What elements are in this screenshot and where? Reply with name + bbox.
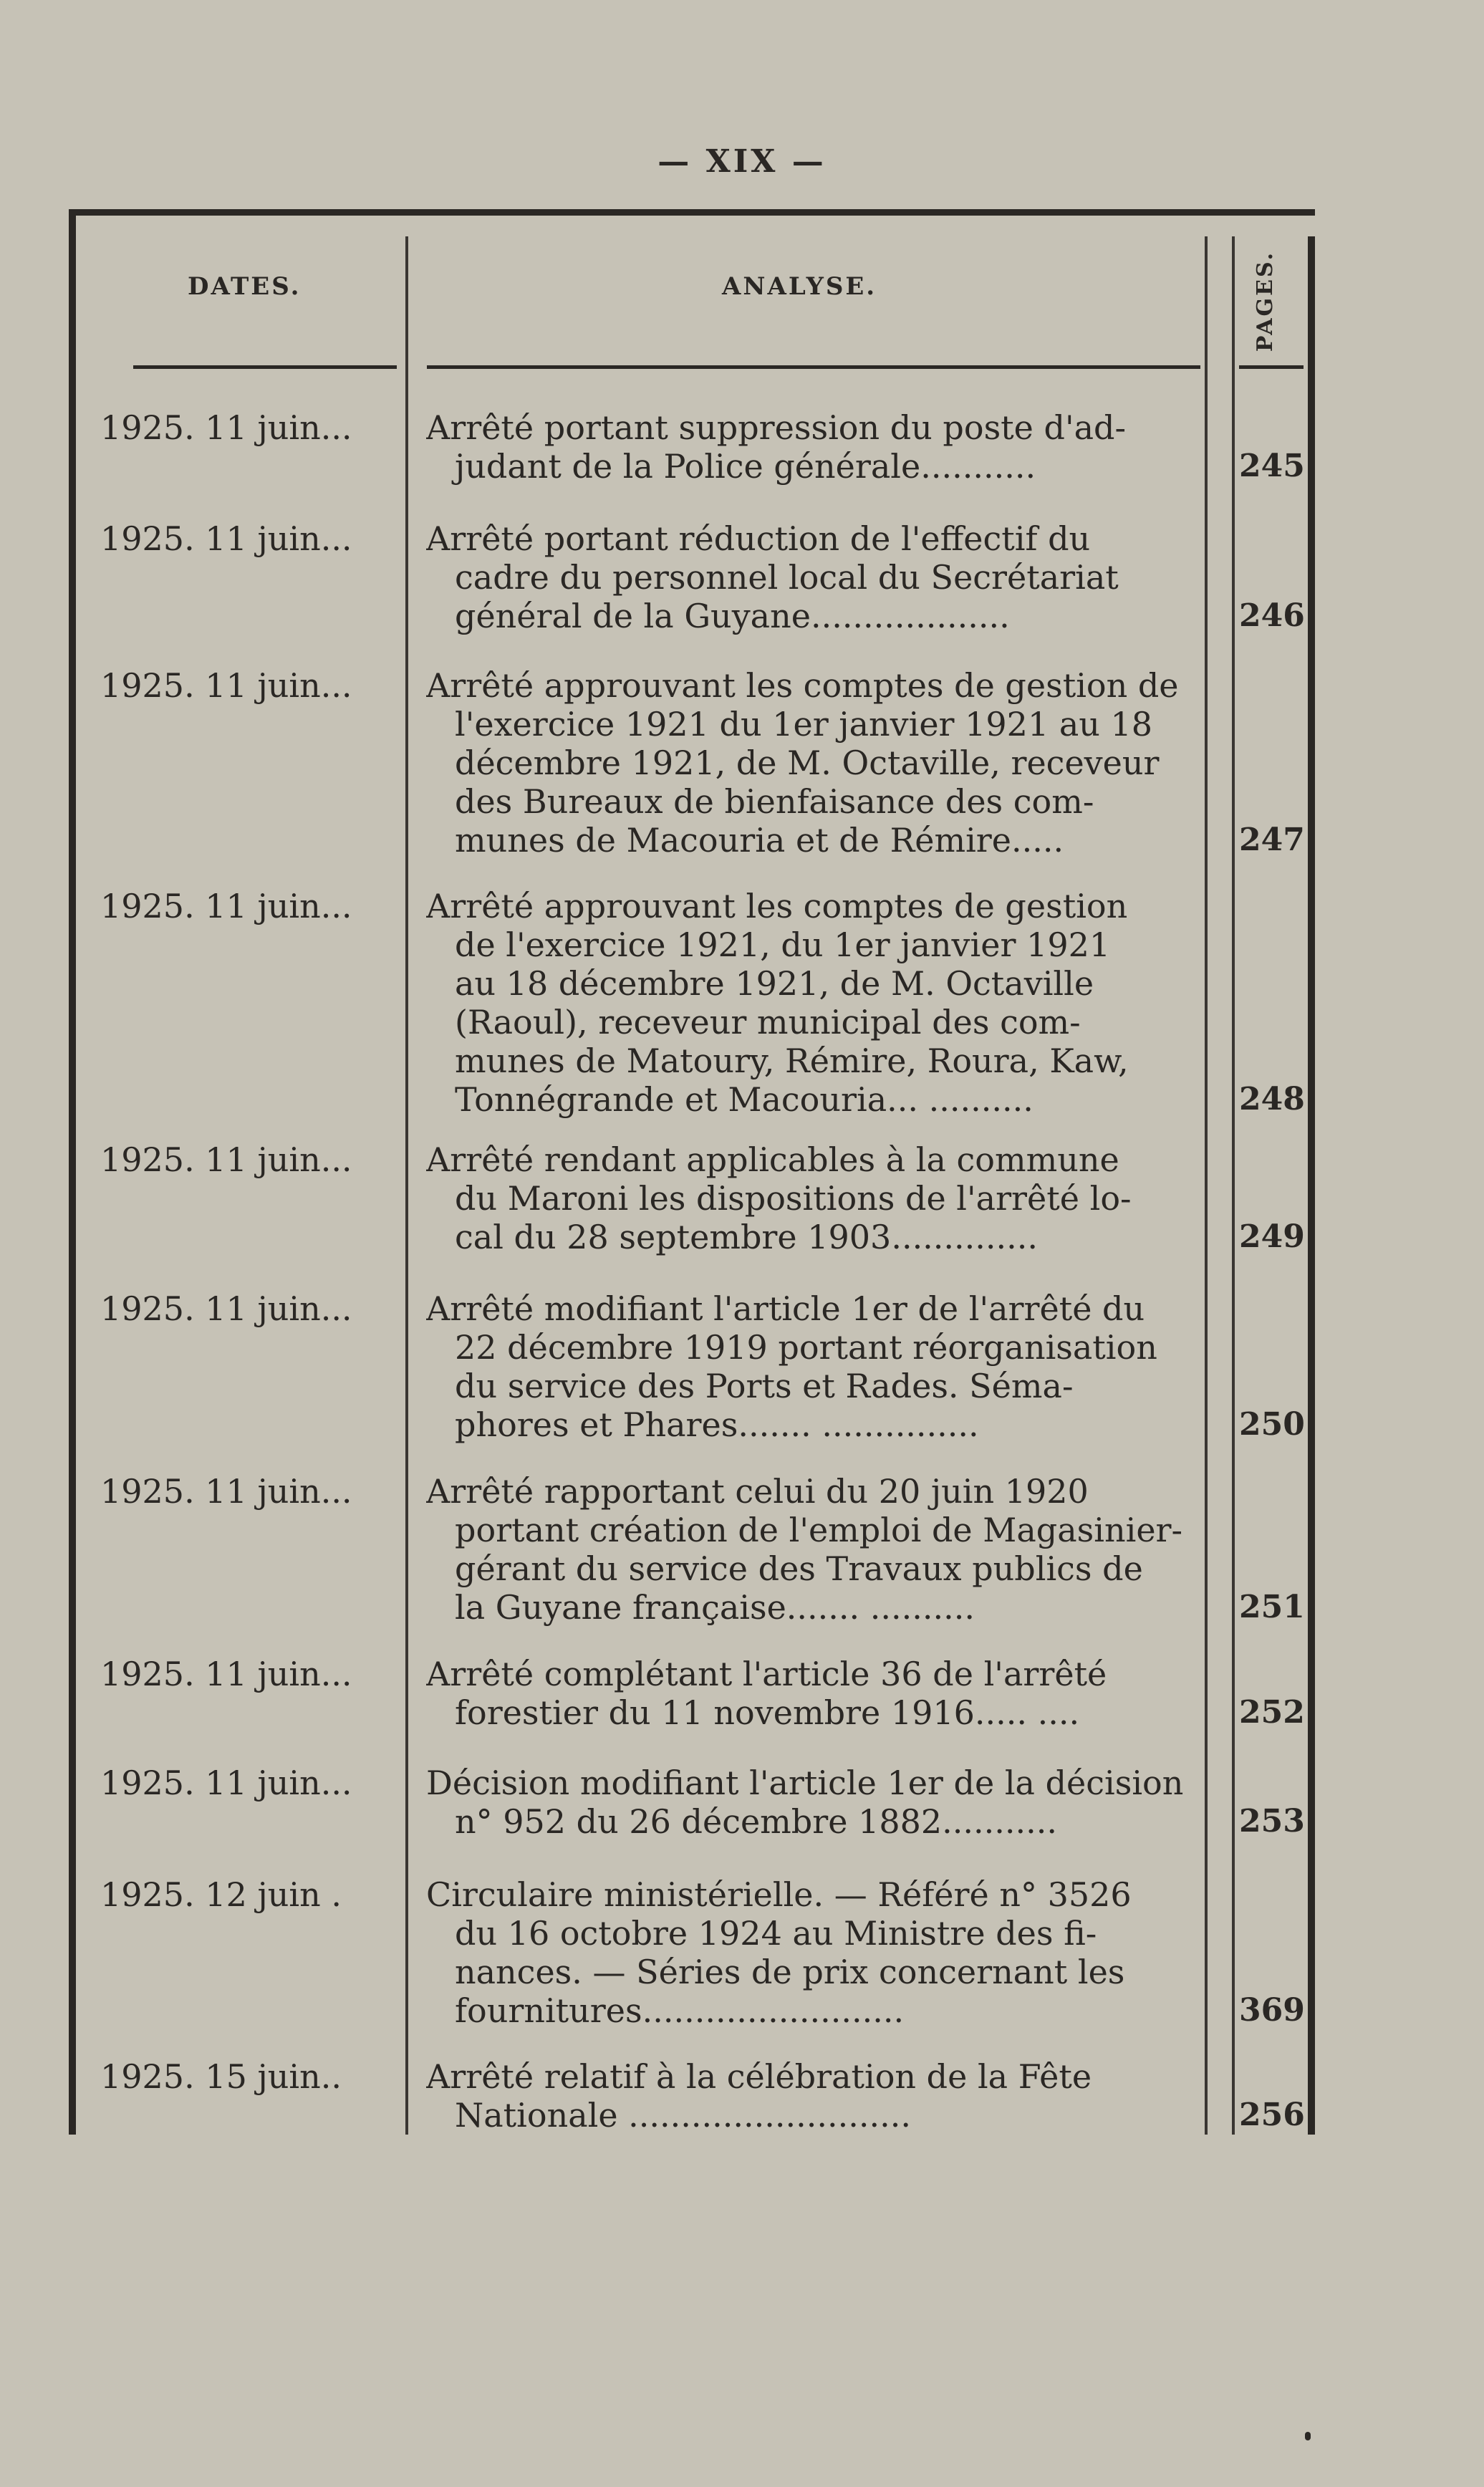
analyse-line: cal du 28 septembre 1903..............: [455, 1218, 1039, 1256]
row-page-number: 251: [1239, 1589, 1305, 1625]
column-divider-dates: [405, 236, 408, 2135]
header-rule-analyse: [427, 365, 1200, 369]
row-page-number: 246: [1239, 597, 1305, 634]
analyse-line: Nationale ...........................: [455, 2096, 911, 2135]
row-page-number: 249: [1239, 1218, 1305, 1255]
analyse-line: n° 952 du 26 décembre 1882...........: [455, 1802, 1057, 1841]
row-analyse: [426, 1140, 1200, 1256]
row-page-number: 256: [1239, 2097, 1305, 2133]
row-analyse: [426, 666, 1200, 860]
row-analyse: [426, 1472, 1200, 1627]
analyse-line: de l'exercice 1921, du 1er janvier 1921: [455, 925, 1111, 964]
analyse-line: cadre du personnel local du Secrétariat: [455, 558, 1119, 597]
row-analyse: [426, 1875, 1200, 2030]
analyse-line: Arrêté relatif à la célébration de la Fête: [426, 2057, 1092, 2096]
analyse-line: judant de la Police générale...........: [455, 447, 1036, 486]
analyse-line: décembre 1921, de M. Octaville, receveur: [455, 744, 1160, 782]
analyse-line: (Raoul), receveur municipal des com-: [455, 1003, 1081, 1042]
row-analyse: [426, 2057, 1200, 2135]
row-page-number: 248: [1239, 1081, 1305, 1117]
column-divider-pages: [1232, 236, 1235, 2135]
analyse-line: la Guyane française....... ..........: [455, 1588, 975, 1627]
analyse-line: gérant du service des Travaux publics de: [455, 1549, 1143, 1588]
analyse-line: 22 décembre 1919 portant réorganisation: [455, 1328, 1157, 1367]
analyse-line: du 16 octobre 1924 au Ministre des fi-: [455, 1914, 1097, 1953]
row-date: 1925. 11 juin...: [100, 1472, 352, 1511]
row-date: 1925. 11 juin...: [100, 1289, 352, 1328]
analyse-line: Arrêté rendant applicables à la commune: [426, 1140, 1119, 1179]
page-header: — XIX —: [657, 143, 827, 180]
analyse-line: au 18 décembre 1921, de M. Octaville: [455, 964, 1094, 1003]
analyse-line: portant création de l'emploi de Magasinier-: [455, 1511, 1183, 1549]
analyse-line: nances. — Séries de prix concernant les: [455, 1953, 1125, 1991]
row-date: 1925. 11 juin...: [100, 519, 352, 558]
row-page-number: 245: [1239, 448, 1305, 484]
column-divider-analyse: [1205, 236, 1208, 2135]
column-header-pages-label: PAGES.: [1253, 250, 1278, 352]
row-date: 1925. 15 juin..: [100, 2057, 342, 2096]
analyse-line: forestier du 11 novembre 1916..... ....: [455, 1693, 1080, 1732]
row-analyse: [426, 1289, 1200, 1444]
analyse-line: Arrêté portant réduction de l'effectif du: [426, 519, 1091, 558]
row-date: 1925. 12 juin .: [100, 1875, 342, 1914]
analyse-line: Arrêté rapportant celui du 20 juin 1920: [426, 1472, 1089, 1511]
analyse-line: du Maroni les dispositions de l'arrêté lo-: [455, 1179, 1132, 1218]
row-date: 1925. 11 juin...: [100, 408, 352, 447]
row-date: 1925. 11 juin...: [100, 666, 352, 705]
ink-speck: [1305, 2432, 1311, 2440]
row-date: 1925. 11 juin...: [100, 1764, 352, 1802]
analyse-line: l'exercice 1921 du 1er janvier 1921 au 18: [455, 705, 1153, 744]
row-analyse: [426, 1655, 1200, 1732]
analyse-line: phores et Phares....... ...............: [455, 1405, 979, 1444]
row-page-number: 250: [1239, 1406, 1305, 1443]
row-date: 1925. 11 juin...: [100, 1655, 352, 1693]
analyse-line: Arrêté modifiant l'article 1er de l'arrêté du: [426, 1289, 1145, 1328]
row-analyse: [426, 1764, 1200, 1841]
analyse-line: munes de Macouria et de Rémire.....: [455, 821, 1064, 860]
row-analyse: [426, 887, 1200, 1119]
analyse-line: Circulaire ministérielle. — Référé n° 3526: [426, 1875, 1132, 1914]
row-date: 1925. 11 juin...: [100, 1140, 352, 1179]
row-date: 1925. 11 juin...: [100, 887, 352, 925]
analyse-line: Arrêté portant suppression du poste d'ad-: [426, 408, 1127, 447]
analyse-line: Arrêté complétant l'article 36 de l'arrêté: [426, 1655, 1107, 1693]
analyse-line: du service des Ports et Rades. Séma-: [455, 1367, 1074, 1405]
analyse-line: général de la Guyane...................: [455, 597, 1010, 635]
analyse-line: Tonnégrande et Macouria... ..........: [455, 1080, 1034, 1119]
table-right-border: [1308, 236, 1315, 2135]
row-page-number: 247: [1239, 822, 1305, 858]
row-analyse: [426, 519, 1200, 635]
analyse-line: fournitures.........................: [455, 1991, 905, 2030]
row-page-number: 253: [1239, 1803, 1305, 1839]
analyse-line: munes de Matoury, Rémire, Roura, Kaw,: [455, 1042, 1129, 1080]
column-header-analyse: ANALYSE.: [722, 272, 877, 301]
row-analyse: [426, 408, 1200, 486]
analyse-line: Arrêté approuvant les comptes de gestion: [426, 887, 1128, 925]
header-rule-dates: [133, 365, 397, 369]
row-page-number: 369: [1239, 1992, 1305, 2029]
column-header-pages: [1240, 236, 1291, 365]
table-left-border: [69, 215, 76, 2135]
row-page-number: 252: [1239, 1694, 1305, 1731]
analyse-line: Décision modifiant l'article 1er de la décision: [426, 1764, 1184, 1802]
column-header-dates: DATES.: [188, 272, 302, 301]
header-rule-pages: [1239, 365, 1304, 369]
analyse-line: des Bureaux de bienfaisance des com-: [455, 782, 1094, 821]
analyse-line: Arrêté approuvant les comptes de gestion de: [426, 666, 1179, 705]
